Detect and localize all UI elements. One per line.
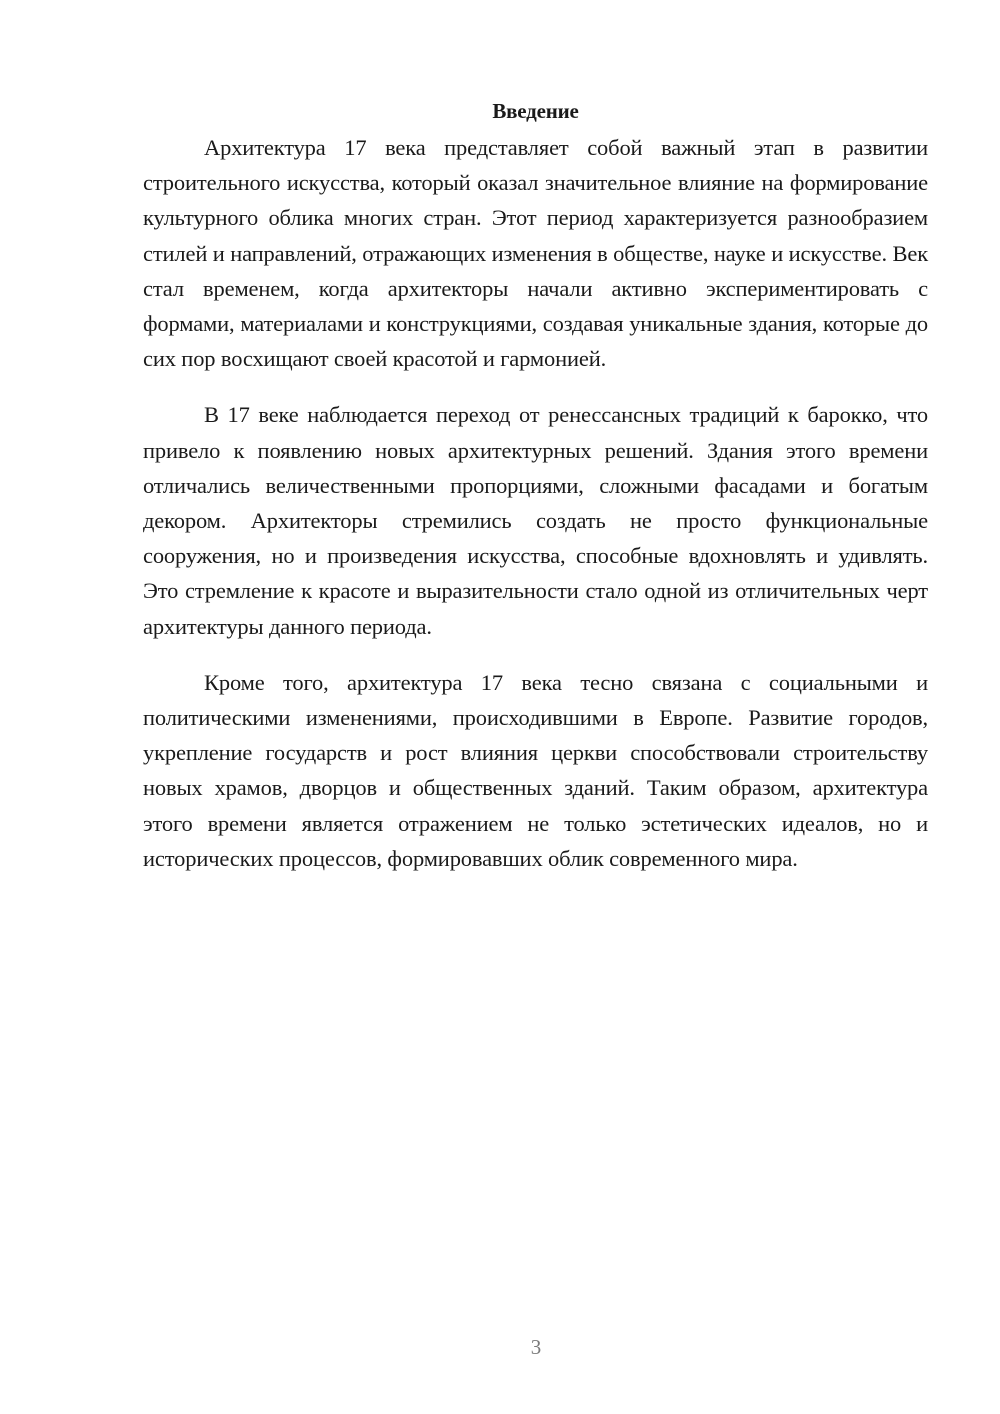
paragraph-2: В 17 веке наблюдается переход от ренессансных традиций к барокко, что привело к появлению новых архитектурных решений. Здания этого времени отличались величественными пропорциями, сложными фасадами и богатым декором. Архитекторы стремились создать не просто функциональные сооружения, но и произведения искусства, способные вдохновлять и удивлять. Это стремление к красоте и выразительности стало одной из отличительных черт архитектуры данного периода.	[143, 402, 928, 639]
page-content	[143, 96, 928, 897]
page-number: 3	[530, 1335, 542, 1359]
section-title: Введение	[492, 99, 579, 123]
paragraph-1: Архитектура 17 века представляет собой важный этап в развитии строительного искусства, который оказал значительное влияние на формирование культурного облика многих стран. Этот период характеризуется разнообразием стилей и направлений, отражающих изменения в обществе, науке и искусстве. Век стал временем, когда архитекторы начали активно экспериментировать с формами, материалами и конструкциями, создавая уникальные здания, которые до сих пор восхищают своей красотой и гармонией.	[143, 135, 928, 372]
paragraph-3: Кроме того, архитектура 17 века тесно связана с социальными и политическими изменениями, происходившими в Европе. Развитие городов, укрепление государств и рост влияния церкви способствовали строительству новых храмов, дворцов и общественных зданий. Таким образом, архитектура этого времени является отражением не только эстетических идеалов, но и исторических процессов, формировавших облик современного мира.	[143, 669, 928, 871]
